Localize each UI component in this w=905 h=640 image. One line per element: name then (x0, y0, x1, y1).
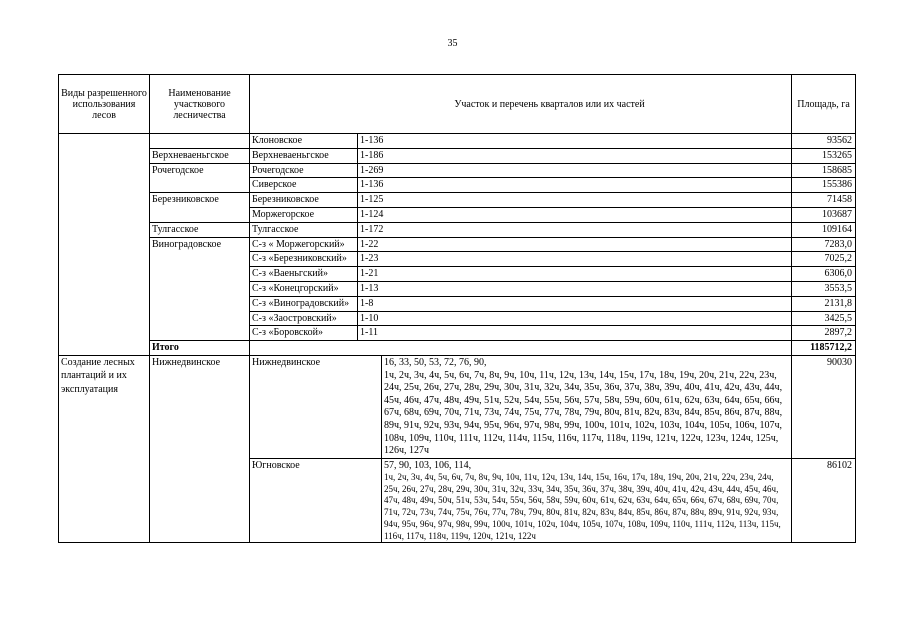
plot-cell: Сиверское (250, 178, 358, 193)
header-forestry: Наименование участкового лесничества (150, 75, 250, 134)
quarters-cell: 1-124 (358, 207, 792, 222)
quarters-cell: 1-172 (358, 222, 792, 237)
area-cell: 158685 (792, 163, 856, 178)
area-cell: 7025,2 (792, 252, 856, 267)
plot-cell: С-з «Виноградовский» (250, 296, 358, 311)
quarters-cell: 1-23 (358, 252, 792, 267)
forestry-cell: Нижнедвинское (150, 355, 250, 543)
header-use-type: Виды разрешенного использования лесов (59, 75, 150, 134)
area-cell: 6306,0 (792, 267, 856, 282)
quarters-cell (382, 458, 792, 543)
area-cell: 93562 (792, 134, 856, 149)
use-type-cell: Создание лесных плантаций и их эксплуатация (59, 355, 150, 543)
forestry-cell: Верхневаеньгское (150, 148, 250, 163)
table-row (59, 222, 856, 237)
quarters-parts: 1ч, 2ч, 3ч, 4ч, 5ч, 6ч, 7ч, 8ч, 9ч, 10ч, 11ч, 12ч, 13ч, 14ч, 15ч, 16ч, 17ч, 18ч, 19ч, 20ч, 21ч, 22ч, 23ч, 24ч, 25ч, 26ч, 27ч, 28ч, 29ч, 30ч, 31ч, 32ч, 33ч, 34ч, 35ч, 36ч, 37ч, 38ч, 39ч, 40ч, 41ч, 42ч, 43ч, 44ч, 45ч, 46ч, 47ч, 48ч, 49ч, 50ч, 51ч, 53ч, 54ч, 55ч, 56ч, 58ч, 59ч, 60ч, 61ч, 62ч, 63ч, 64ч, 65ч, 66ч, 67ч, 68ч, 69ч, 70ч, 71ч, 72ч, 73ч, 74ч, 75ч, 76ч, 77ч, 78ч, 79ч, 80ч, 81ч, 82ч, 83ч, 84ч, 85ч, 86ч, 87ч, 88ч, 89ч, 91ч, 92ч, 93ч, 94ч, 95ч, 96ч, 97ч, 98ч, 99ч, 100ч, 101ч, 102ч, 104ч, 105ч, 107ч, 108ч, 109ч, 110ч, 111ч, 112ч, 113ч, 115ч, 116ч, 117ч, 118ч, 119ч, 120ч, 121ч, 122ч (384, 471, 781, 541)
plot-cell: С-з «Березниковский» (250, 252, 358, 267)
area-cell: 7283,0 (792, 237, 856, 252)
total-empty-cell (250, 341, 792, 356)
table-row (59, 148, 856, 163)
table-row (59, 193, 856, 208)
area-cell: 153265 (792, 148, 856, 163)
plot-cell: Моржегорское (250, 207, 358, 222)
quarters-cell: 1-10 (358, 311, 792, 326)
area-cell: 3553,5 (792, 281, 856, 296)
forest-use-table (58, 74, 856, 543)
table-row (59, 134, 856, 149)
quarters-cell (382, 355, 792, 458)
table-row (59, 163, 856, 178)
quarters-cell: 1-8 (358, 296, 792, 311)
plot-cell: Верхневаеньгское (250, 148, 358, 163)
plot-cell: С-з «Заостровский» (250, 311, 358, 326)
plot-cell: Рочегодское (250, 163, 358, 178)
plot-cell: Югновское (250, 458, 382, 543)
area-cell: 109164 (792, 222, 856, 237)
quarters-whole: 57, 90, 103, 106, 114, (384, 459, 472, 471)
area-cell: 2897,2 (792, 326, 856, 341)
quarters-cell: 1-136 (358, 134, 792, 149)
table-row (59, 355, 856, 458)
table-header-row (59, 75, 856, 134)
header-area: Площадь, га (792, 75, 856, 134)
area-cell: 155386 (792, 178, 856, 193)
quarters-whole: 16, 33, 50, 53, 72, 76, 90, (384, 356, 487, 368)
quarters-cell: 1-125 (358, 193, 792, 208)
plot-cell: С-з «Боровской» (250, 326, 358, 341)
area-cell: 3425,5 (792, 311, 856, 326)
total-value: 1185712,2 (792, 341, 856, 356)
quarters-cell: 1-269 (358, 163, 792, 178)
plot-cell: С-з «Конецгорский» (250, 281, 358, 296)
plot-cell: Нижнедвинское (250, 355, 382, 458)
page-number: 35 (447, 38, 458, 49)
forestry-cell: Березниковское (150, 193, 250, 223)
header-plot: Участок и перечень кварталов или их частей (250, 75, 792, 134)
area-cell: 2131,8 (792, 296, 856, 311)
area-cell: 90030 (792, 355, 856, 458)
quarters-cell: 1-22 (358, 237, 792, 252)
quarters-cell: 1-136 (358, 178, 792, 193)
total-row (59, 341, 856, 356)
use-type-cell (59, 134, 150, 356)
forestry-cell: Рочегодское (150, 163, 250, 193)
table-row (59, 237, 856, 252)
plot-cell: С-з « Моржегорский» (250, 237, 358, 252)
plot-cell: Клоновское (250, 134, 358, 149)
area-cell: 86102 (792, 458, 856, 543)
forestry-cell: Виноградовское (150, 237, 250, 341)
forestry-cell (150, 134, 250, 149)
quarters-cell: 1-186 (358, 148, 792, 163)
forestry-cell: Тулгасское (150, 222, 250, 237)
quarters-parts: 1ч, 2ч, 3ч, 4ч, 5ч, 6ч, 7ч, 8ч, 9ч, 10ч, 11ч, 12ч, 13ч, 14ч, 15ч, 17ч, 18ч, 19ч, 20ч, 21ч, 22ч, 23ч, 24ч, 25ч, 26ч, 27ч, 28ч, 29ч, 30ч, 31ч, 32ч, 34ч, 35ч, 36ч, 37ч, 38ч, 39ч, 40ч, 41ч, 42ч, 43ч, 44ч, 45ч, 46ч, 47ч, 48ч, 49ч, 51ч, 52ч, 54ч, 55ч, 56ч, 57ч, 58ч, 59ч, 60ч, 61ч, 62ч, 63ч, 64ч, 65ч, 66ч, 67ч, 68ч, 69ч, 70ч, 71ч, 73ч, 74ч, 75ч, 77ч, 78ч, 79ч, 80ч, 81ч, 82ч, 83ч, 84ч, 85ч, 86ч, 87ч, 88ч, 89ч, 91ч, 92ч, 93ч, 94ч, 95ч, 96ч, 97ч, 98ч, 99ч, 100ч, 101ч, 102ч, 103ч, 104ч, 105ч, 106ч, 107ч, 108ч, 109ч, 110ч, 111ч, 112ч, 114ч, 115ч, 116ч, 117ч, 118ч, 119ч, 121ч, 122ч, 123ч, 124ч, 125ч, 126ч, 127ч (384, 369, 783, 457)
quarters-cell: 1-11 (358, 326, 792, 341)
plot-cell: Тулгасское (250, 222, 358, 237)
area-cell: 103687 (792, 207, 856, 222)
area-cell: 71458 (792, 193, 856, 208)
total-label: Итого (150, 341, 250, 356)
quarters-cell: 1-21 (358, 267, 792, 282)
quarters-cell: 1-13 (358, 281, 792, 296)
plot-cell: Березниковское (250, 193, 358, 208)
plot-cell: С-з «Ваеньгский» (250, 267, 358, 282)
